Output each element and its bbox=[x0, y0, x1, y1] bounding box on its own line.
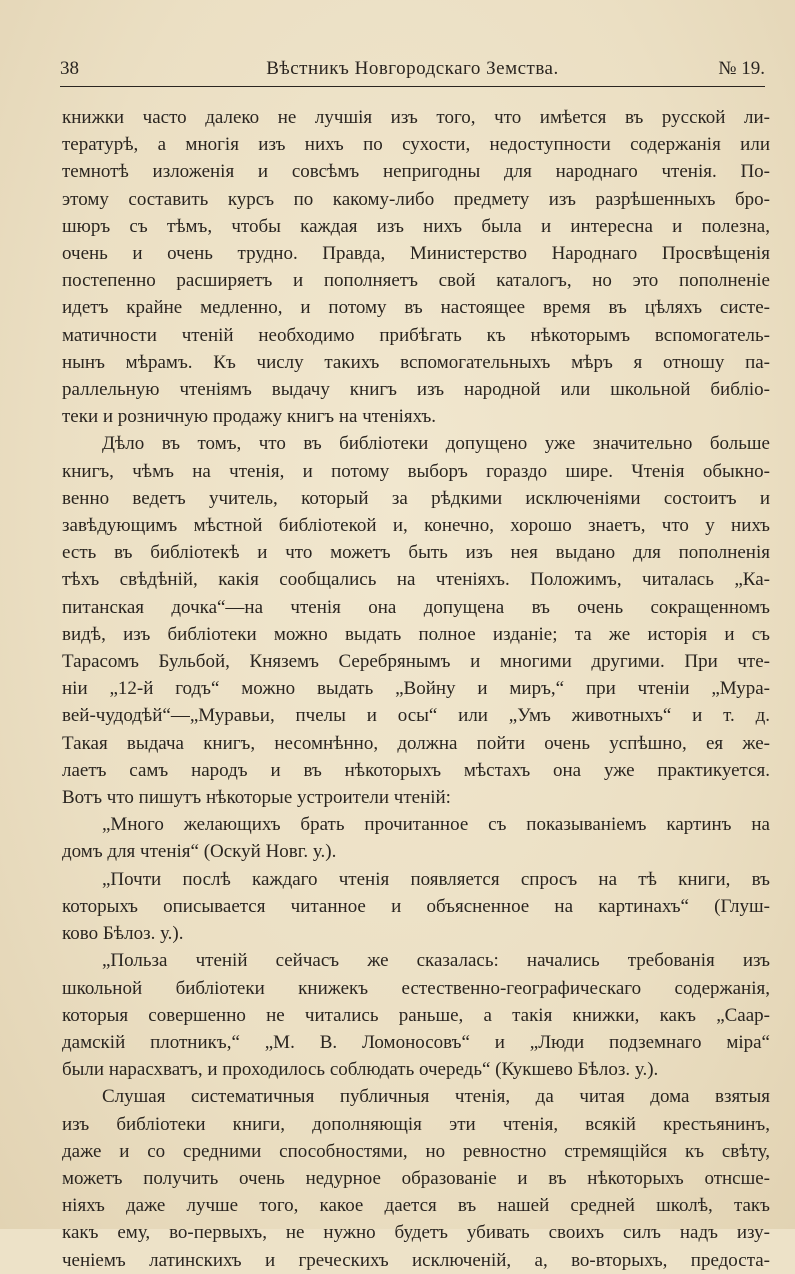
text-line: раллельную чтеніямъ выдачу книгъ изъ народной или школьной библіо- bbox=[62, 379, 770, 401]
text-line: Дѣло въ томъ, что въ библіотеки допущено уже значительно больше bbox=[102, 433, 770, 455]
text-line: которыхъ описывается читанное и объясненное на картинахъ“ (Глуш- bbox=[62, 895, 770, 917]
text-line: теки и розничную продажу книгъ на чтеніяхъ. bbox=[62, 406, 437, 428]
text-line: дамскій плотникъ,“ „М. В. Ломоносовъ“ и „Люди подземнаго міра“ bbox=[62, 1031, 770, 1053]
text-line: книжки часто далеко не лучшія изъ того, что имѣется въ русской ли- bbox=[62, 107, 770, 128]
text-line: тѣхъ свѣдѣній, какія сообщались на чтеніяхъ. Положимъ, читалась „Ка- bbox=[62, 569, 770, 591]
text-line: ченіемъ латинскихъ и греческихъ исключеній, а, во-вторыхъ, предоста- bbox=[62, 1249, 770, 1271]
text-line: нынъ мѣрамъ. Къ числу такихъ вспомогательныхъ мѣръ я отношу па- bbox=[62, 351, 770, 373]
text-line: ково Бѣлоз. у.). bbox=[62, 923, 184, 945]
text-line: Такая выдача книгъ, несомнѣнно, должна пойти очень успѣшно, ея же- bbox=[62, 732, 770, 754]
text-line: питанская дочка“—на чтенія она допущена въ очень сокращенномъ bbox=[62, 596, 770, 618]
text-line: даже и со средними способностями, но ревностно стремящійся къ свѣту, bbox=[62, 1140, 770, 1162]
text-line: видѣ, изъ библіотеки можно выдать полное изданіе; та же исторія и съ bbox=[62, 623, 770, 645]
text-line: ніи „12-й годъ“ можно выдать „Войну и миръ,“ при чтеніи „Мура- bbox=[62, 678, 770, 700]
text-line: завѣдующимъ мѣстной библіотекой и, конечно, хорошо знаетъ, что у нихъ bbox=[62, 515, 770, 537]
text-line: Тарасомъ Бульбой, Княземъ Серебрянымъ и многими другими. При чте- bbox=[62, 651, 770, 673]
text-line: „Почти послѣ каждаго чтенія появляется спросъ на тѣ книги, въ bbox=[102, 868, 770, 890]
text-line: тературѣ, а многія изъ нихъ по сухости, недоступности содержанія или bbox=[62, 134, 770, 156]
text-line: венно ведетъ учитель, который за рѣдкими исключеніями состоитъ и bbox=[62, 487, 770, 509]
running-header bbox=[60, 58, 765, 86]
page-number: 38 bbox=[60, 58, 79, 79]
text-line: очень и очень трудно. Правда, Министерство Народнаго Просвѣщенія bbox=[62, 243, 770, 265]
text-line: которыя совершенно не читались раньше, а такія книжки, какъ „Саар- bbox=[62, 1004, 770, 1026]
text-line: ніяхъ даже лучше того, какое дается въ нашей средней школѣ, такъ bbox=[62, 1195, 770, 1217]
text-line: можетъ получить очень недурное образованіе и въ нѣкоторыхъ отнсше- bbox=[62, 1167, 770, 1189]
text-line: изъ библіотеки книги, дополняющія эти чтенія, всякій крестьянинъ, bbox=[62, 1113, 770, 1135]
header-rule bbox=[60, 86, 765, 87]
text-line: „Польза чтеній сейчасъ же сказалась: начались требованія изъ bbox=[102, 950, 770, 972]
text-line: лаетъ самъ народъ и въ нѣкоторыхъ мѣстахъ она уже практикуется. bbox=[62, 759, 770, 781]
body-text bbox=[62, 104, 770, 1274]
text-line: вей-чудодѣй“—„Муравьи, пчелы и осы“ или „Умъ животныхъ“ и т. д. bbox=[62, 705, 770, 727]
text-line: матичности чтеній необходимо прибѣгать къ нѣкоторымъ вспомогатель- bbox=[62, 324, 770, 346]
text-line: есть въ библіотекѣ и что можетъ быть изъ нея выдано для пополненія bbox=[62, 542, 770, 564]
text-line: книгъ, чѣмъ на чтенія, и потому выборъ гораздо шире. Чтенія обыкно- bbox=[62, 460, 770, 482]
text-line: были нарасхватъ, и проходилось соблюдать очередь“ (Кукшево Бѣлоз. у.). bbox=[62, 1059, 659, 1081]
text-line: этому составить курсъ по какому-либо предмету изъ разрѣшенныхъ бро- bbox=[62, 188, 770, 210]
text-line: идетъ крайне медленно, и потому въ настоящее время въ цѣляхъ систе- bbox=[62, 297, 770, 319]
text-line: школьной библіотеки книжекъ естественно-географическаго содержанія, bbox=[62, 977, 770, 999]
journal-title: Вѣстникъ Новгородскаго Земства. bbox=[266, 58, 559, 79]
text-line: домъ для чтенія“ (Оскуй Новг. у.). bbox=[62, 841, 337, 863]
text-line: Вотъ что пишутъ нѣкоторые устроители чтеній: bbox=[62, 787, 451, 809]
text-line: шюръ съ тѣмъ, чтобы каждая изъ нихъ была и интересна и полезна, bbox=[62, 215, 770, 237]
text-line: „Много желающихъ брать прочитанное съ показываніемъ картинъ на bbox=[102, 814, 770, 836]
text-line: Слушая систематичныя публичныя чтенія, да читая дома взятыя bbox=[102, 1086, 770, 1108]
text-line: какъ ему, во-первыхъ, не нужно будетъ убивать своихъ силъ надъ изу- bbox=[62, 1222, 770, 1244]
issue-number: № 19. bbox=[718, 58, 765, 79]
text-line: темнотѣ изложенія и совсѣмъ непригодны для народнаго чтенія. По- bbox=[62, 161, 770, 183]
text-line: постепенно расширяетъ и пополняетъ свой каталогъ, но это пополненіе bbox=[62, 270, 770, 292]
